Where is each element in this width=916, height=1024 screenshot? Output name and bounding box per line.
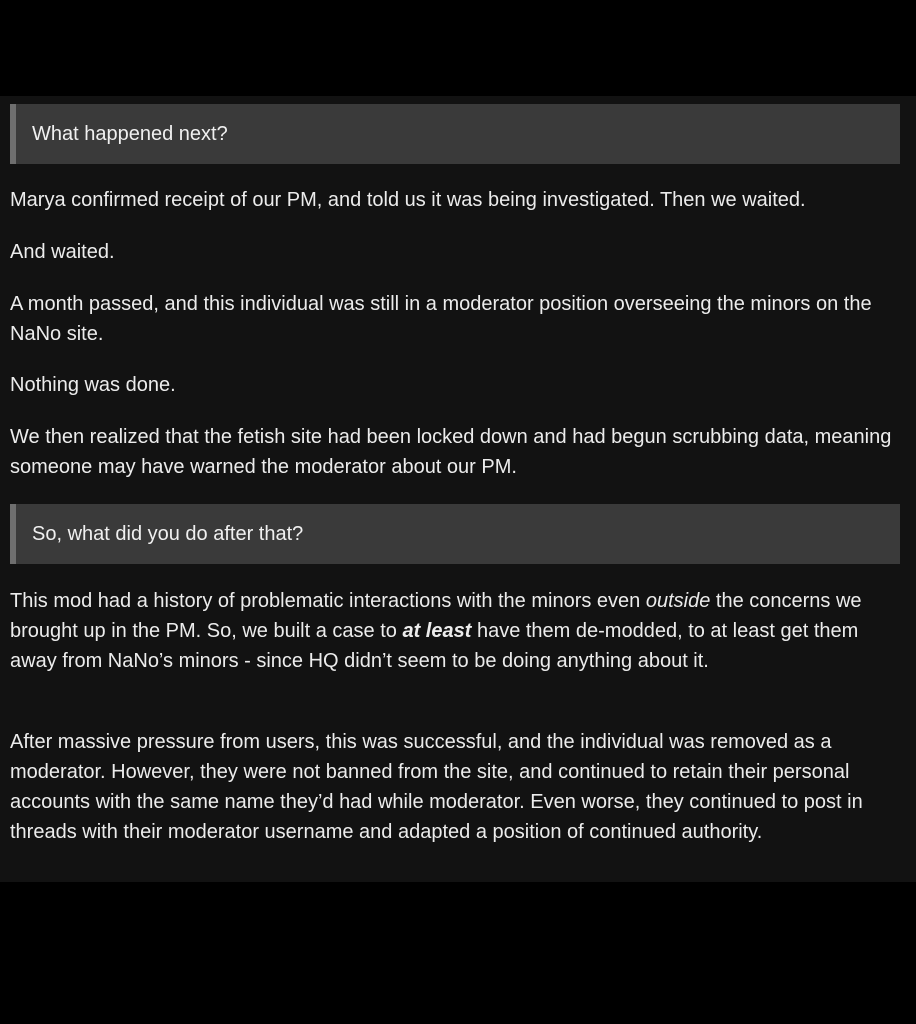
paragraph: We then realized that the fetish site had been locked down and had begun scrubbing data, meaning someone may have warned the moderator about our PM. <box>10 426 892 478</box>
paragraph: Nothing was done. <box>10 374 176 396</box>
text-span: have them de-modded, to at least get them away from NaNo’s minors - since HQ didn’t seem to be doing anything about it. <box>10 620 859 672</box>
text-span: This mod had a history of problematic interactions with the minors even <box>10 590 646 612</box>
emphasis-text: outside <box>645 590 711 612</box>
paragraph: And waited. <box>10 241 115 263</box>
paragraph: A month passed, and this individual was still in a moderator position overseeing the minors on the NaNo site. <box>10 293 872 345</box>
paragraph: Marya confirmed receipt of our PM, and told us it was being investigated. Then we waited. <box>10 189 806 211</box>
question-heading-2 <box>10 504 900 564</box>
question-text: So, what did you do after that? <box>32 522 304 545</box>
text-span: the concerns we brought up in the PM. So, we built a case to <box>10 590 862 642</box>
paragraph: After massive pressure from users, this was successful, and the individual was removed as a moderator. However, they were not banned from the site, and continued to retain their personal accounts with the same name they’d had while moderator. Even worse, they continued to post in threads with their moderator username and adapted a position of continued authority. <box>10 731 863 843</box>
question-heading-1 <box>10 104 900 164</box>
article-body <box>0 96 916 882</box>
strong-emphasis-text: at least <box>402 620 472 642</box>
paragraph <box>10 586 900 676</box>
question-text: What happened next? <box>32 122 228 145</box>
